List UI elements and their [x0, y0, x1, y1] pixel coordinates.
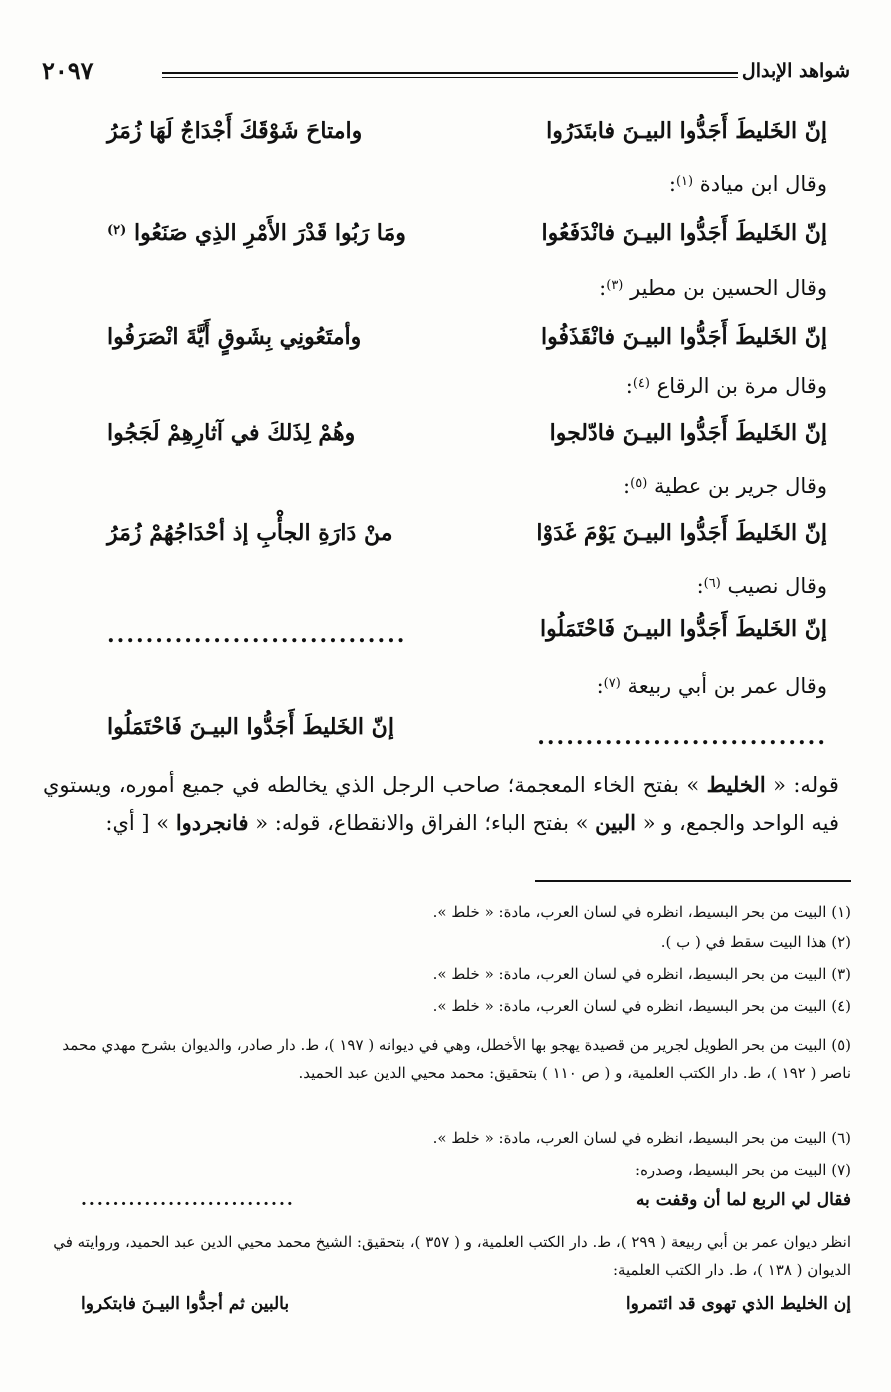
- verse-omitted-dots: ..............................: [537, 724, 827, 750]
- footnote-verse-second: بالبين ثم أجدُّوا البيـنَ فابتكروا: [81, 1294, 290, 1314]
- intro-colon: :: [596, 674, 604, 698]
- footnote-verse-dots: ...........................: [81, 1190, 295, 1210]
- verse-1: [107, 118, 827, 158]
- page-number: ٢٠٩٧: [42, 56, 94, 85]
- footnote-2: (٢) هذا البيت سقط في ( ب ).: [660, 933, 851, 951]
- footnote-ref: (١): [675, 174, 694, 189]
- footnote-ref: (٥): [630, 476, 648, 491]
- intro-colon: :: [668, 172, 676, 196]
- footnote-6: (٦) البيت من بحر البسيط، انظره في لسان العرب، مادة: « خلط ».: [432, 1129, 851, 1147]
- body-text: » [ أي:: [105, 811, 170, 835]
- verse-second-hemistich: [107, 220, 406, 246]
- footnote-ref: (٧): [603, 676, 621, 691]
- intro-line: [626, 374, 827, 398]
- verse-5: [107, 520, 827, 560]
- verse-first-hemistich: إنّ الخَليطَ أَجَدُّوا البيـنَ فادّلجوا: [549, 420, 827, 446]
- header-rule: [162, 72, 738, 74]
- intro-colon: :: [599, 276, 607, 300]
- intro-line: [697, 574, 827, 598]
- verse-second-hemistich: وهُمْ لِذَلكَ في آثارِهِمْ لَجَجُوا: [107, 420, 356, 446]
- footnote-7-continuation: انظر ديوان عمر بن أبي ربيعة ( ٢٩٩ )، ط. دار الكتب العلمية، و ( ٣٥٧ )، بتحقيق: الشيخ محمد محيي الدين عبد الحميد، وروايته في الديوان ( ١٣٨ )، ط. دار الكتب العلمية:: [53, 1233, 851, 1279]
- body-term: فانجردوا: [175, 810, 249, 835]
- footnote-ref: (٦): [703, 576, 721, 591]
- intro-colon: :: [625, 374, 633, 398]
- intro-colon: :: [623, 474, 631, 498]
- verse-first-hemistich: إنّ الخَليطَ أَجَدُّوا البيـنَ فَاحْتَمَلُوا: [540, 616, 827, 642]
- footnote-1: (١) البيت من بحر البسيط، انظره في لسان العرب، مادة: « خلط ».: [432, 903, 851, 921]
- body-text: قوله: «: [773, 773, 839, 797]
- body-text: » بفتح الخاء المعجمة؛ صاحب الرجل الذي يخالطه في جميع أموره، ويستوي فيه الواحد والجمع، و «: [43, 773, 839, 835]
- intro-line: [597, 674, 827, 698]
- intro-text: وقال نصيب: [727, 574, 827, 598]
- verse-second-hemistich: منْ دَارَةِ الجأْبِ إذ أحْدَاجُهُمْ زُمَرُ: [107, 520, 393, 546]
- running-title: شواهد الإبدال: [741, 60, 850, 82]
- footnote-4: (٤) البيت من بحر البسيط، انظره في لسان العرب، مادة: « خلط ».: [432, 997, 851, 1015]
- verse-first-hemistich: إنّ الخَليطَ أَجَدُّوا البيـنَ يَوْمَ غَدَوْا: [536, 520, 827, 546]
- verse-7: [107, 714, 827, 754]
- verse-second-text: ومَا رَبُوا قَدْرَ الأَمْرِ الذِي صَنَعُوا: [133, 220, 406, 246]
- intro-text: وقال ابن ميادة: [699, 172, 827, 196]
- intro-line: [599, 276, 827, 300]
- intro-text: وقال الحسين بن مطير: [630, 276, 827, 300]
- body-term: الخليط: [706, 772, 766, 797]
- verse-first-hemistich: إنّ الخَليطَ أَجَدُّوا البيـنَ فانْقَذَفُوا: [540, 324, 827, 350]
- verse-first-hemistich: إنّ الخَليطَ أَجَدُّوا البيـنَ فانْدَفَعُوا: [541, 220, 827, 246]
- intro-line: [623, 474, 827, 498]
- intro-colon: :: [696, 574, 704, 598]
- footnote-ref: (٣): [606, 278, 624, 293]
- footnote-7: (٧) البيت من بحر البسيط، وصدره:: [635, 1161, 851, 1179]
- intro-line: [669, 172, 827, 196]
- footnote-ref: (٢): [107, 223, 127, 238]
- verse-6: [107, 616, 827, 656]
- intro-text: وقال مرة بن الرقاع: [656, 374, 827, 398]
- page-header: [42, 58, 850, 92]
- commentary-paragraph: [43, 766, 839, 842]
- intro-text: وقال عمر بن أبي ربيعة: [627, 674, 827, 698]
- verse-3: [107, 324, 827, 364]
- verse-2: [107, 220, 827, 260]
- footnote-verse-2: [81, 1294, 851, 1324]
- verse-second-hemistich: وامتاحَ شَوْقَكَ أَجْدَاجٌ لَهَا زُمَرُ: [107, 118, 363, 144]
- footnote-verse-first: إن الخليط الذي تهوى قد ائتمروا: [625, 1294, 851, 1314]
- body-term: البين: [595, 810, 637, 835]
- footnote-ref: (٤): [632, 376, 650, 391]
- footnote-verse-1: [81, 1190, 851, 1220]
- intro-text: وقال جرير بن عطية: [653, 474, 827, 498]
- verse-omitted-dots: ...............................: [107, 622, 407, 648]
- footnote-separator: [535, 880, 851, 882]
- footnote-3: (٣) البيت من بحر البسيط، انظره في لسان العرب، مادة: « خلط ».: [432, 965, 851, 983]
- verse-first-hemistich: إنّ الخَليطَ أَجَدُّوا البيـنَ فابتَدَرُوا: [546, 118, 827, 144]
- footnote-5: (٥) البيت من بحر الطويل لجرير من قصيدة يهجو بها الأخطل، وهي في ديوانه ( ١٩٧ )، ط. دار صادر، والديوان بشرح مهدي محمد ناصر ( ١٩٢ )، ط. دار الكتب العلمية، و ( ص ١١٠ ) بتحقيق: محمد محيي الدين عبد الحميد.: [62, 1036, 851, 1082]
- verse-second-hemistich: وأمتَعُونِي بِشَوقٍ أَيَّةَ انْصَرَفُوا: [107, 324, 362, 350]
- footnote-verse-first: فقال لي الربع لما أن وقفت به: [635, 1190, 851, 1210]
- verse-4: [107, 420, 827, 460]
- body-text: » بفتح الباء؛ الفراق والانقطاع، قوله: «: [255, 811, 589, 835]
- verse-second-hemistich: إنّ الخَليطَ أَجَدُّوا البيـنَ فَاحْتَمَلُوا: [107, 714, 394, 740]
